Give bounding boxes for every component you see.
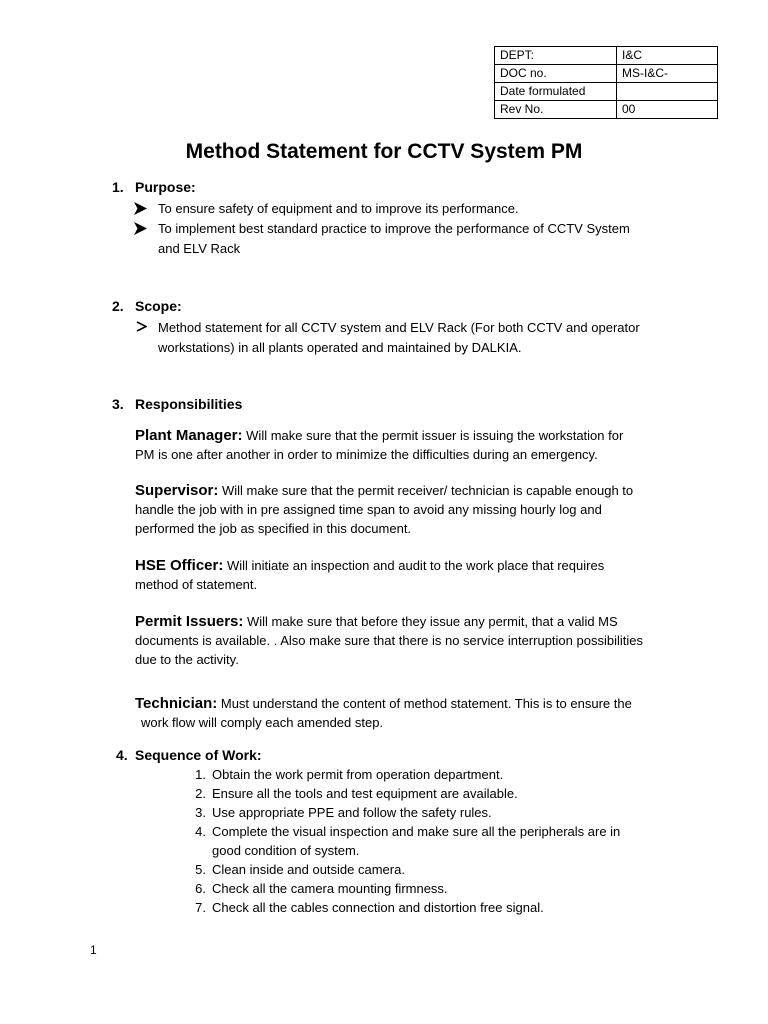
info-value xyxy=(617,83,718,101)
step-text: Clean inside and outside camera. xyxy=(212,862,405,877)
section-number: 3. xyxy=(112,396,124,412)
arrowhead-bullet-icon xyxy=(136,321,150,335)
info-row-rev xyxy=(495,101,718,119)
role-description-cont: work flow will comply each amended step. xyxy=(141,715,384,730)
step-number: 3. xyxy=(195,805,206,820)
role-description-cont: performed the job as specified in this document. xyxy=(135,521,412,536)
step-number: 6. xyxy=(195,881,206,896)
purpose-bullet-text: To implement best standard practice to improve the performance of CCTV System xyxy=(158,221,630,236)
section-heading: Responsibilities xyxy=(135,396,243,412)
document-title: Method Statement for CCTV System PM xyxy=(185,140,583,163)
role-description: Will make sure that before they issue any permit, that a valid MS xyxy=(247,614,618,629)
responsibility-permit-issuers xyxy=(135,612,715,669)
info-label: DOC no. xyxy=(495,65,617,83)
role-description: Will initiate an inspection and audit to the work place that requires xyxy=(226,558,605,573)
step-text: Obtain the work permit from operation department. xyxy=(212,767,504,782)
info-row-doc-no xyxy=(495,65,718,83)
role-description: Must understand the content of method statement. This is to ensure the xyxy=(220,696,632,711)
info-row-date xyxy=(495,83,718,101)
info-value: I&C xyxy=(617,47,718,65)
document-info-table xyxy=(494,46,718,119)
arrow-bullet-icon xyxy=(134,222,148,236)
work-step xyxy=(186,822,666,860)
section-heading: Sequence of Work: xyxy=(135,747,262,763)
step-number: 7. xyxy=(195,900,206,915)
section-number: 1. xyxy=(112,179,124,195)
role-description-cont: PM is one after another in order to minimize the difficulties during an emergency. xyxy=(135,447,598,462)
info-label: DEPT: xyxy=(495,47,617,65)
work-step xyxy=(186,860,666,879)
responsibility-supervisor xyxy=(135,481,695,538)
step-text: Check all the cables connection and distortion free signal. xyxy=(212,900,544,915)
page-number: 1 xyxy=(90,943,97,957)
responsibility-technician xyxy=(135,694,695,732)
role-description-cont: due to the activity. xyxy=(135,652,239,667)
step-number: 2. xyxy=(195,786,206,801)
step-text: Use appropriate PPE and follow the safety rules. xyxy=(212,805,492,820)
step-number: 5. xyxy=(195,862,206,877)
info-value: MS-I&C- xyxy=(617,65,718,83)
role-description: Will make sure that the permit issuer is issuing the workstation for xyxy=(246,428,624,443)
step-text: Ensure all the tools and test equipment are available. xyxy=(212,786,518,801)
work-step xyxy=(186,784,666,803)
work-step xyxy=(186,879,666,898)
step-text-cont: good condition of system. xyxy=(212,843,360,858)
role-description: Will make sure that the permit receiver/ technician is capable enough to xyxy=(221,483,634,498)
section-number: 2. xyxy=(112,298,124,314)
role-description-cont: handle the job with in pre assigned time span to avoid any missing hourly log and xyxy=(135,502,602,517)
purpose-bullet-text: To ensure safety of equipment and to improve its performance. xyxy=(158,201,519,216)
info-row-dept xyxy=(495,47,718,65)
step-text: Complete the visual inspection and make sure all the peripherals are in xyxy=(212,824,621,839)
responsibility-plant-manager xyxy=(135,426,695,464)
info-label: Date formulated xyxy=(495,83,617,101)
role-label: Permit Issuers: xyxy=(135,613,244,630)
work-steps-list xyxy=(186,765,666,917)
step-number: 1. xyxy=(195,767,206,782)
scope-text: Method statement for all CCTV system and ELV Rack (For both CCTV and operator xyxy=(158,320,640,335)
section-heading: Purpose: xyxy=(135,179,196,195)
role-description-cont: documents is available. . Also make sure that there is no service interruption possibilities xyxy=(135,633,643,648)
step-text: Check all the camera mounting firmness. xyxy=(212,881,448,896)
section-heading: Scope: xyxy=(135,298,182,314)
responsibility-hse-officer xyxy=(135,556,695,594)
role-label: Supervisor: xyxy=(135,482,219,499)
work-step xyxy=(186,765,666,784)
section-number: 4. xyxy=(116,747,128,763)
arrow-bullet-icon xyxy=(134,202,148,216)
role-label: Technician: xyxy=(135,695,218,712)
scope-text-cont: workstations) in all plants operated and maintained by DALKIA. xyxy=(158,340,522,355)
role-description-cont: method of statement. xyxy=(135,577,258,592)
step-number: 4. xyxy=(195,824,206,839)
info-label: Rev No. xyxy=(495,101,617,119)
role-label: Plant Manager: xyxy=(135,427,243,444)
info-value: 00 xyxy=(617,101,718,119)
work-step xyxy=(186,898,666,917)
purpose-bullet-text-cont: and ELV Rack xyxy=(158,241,241,256)
role-label: HSE Officer: xyxy=(135,557,224,574)
work-step xyxy=(186,803,666,822)
